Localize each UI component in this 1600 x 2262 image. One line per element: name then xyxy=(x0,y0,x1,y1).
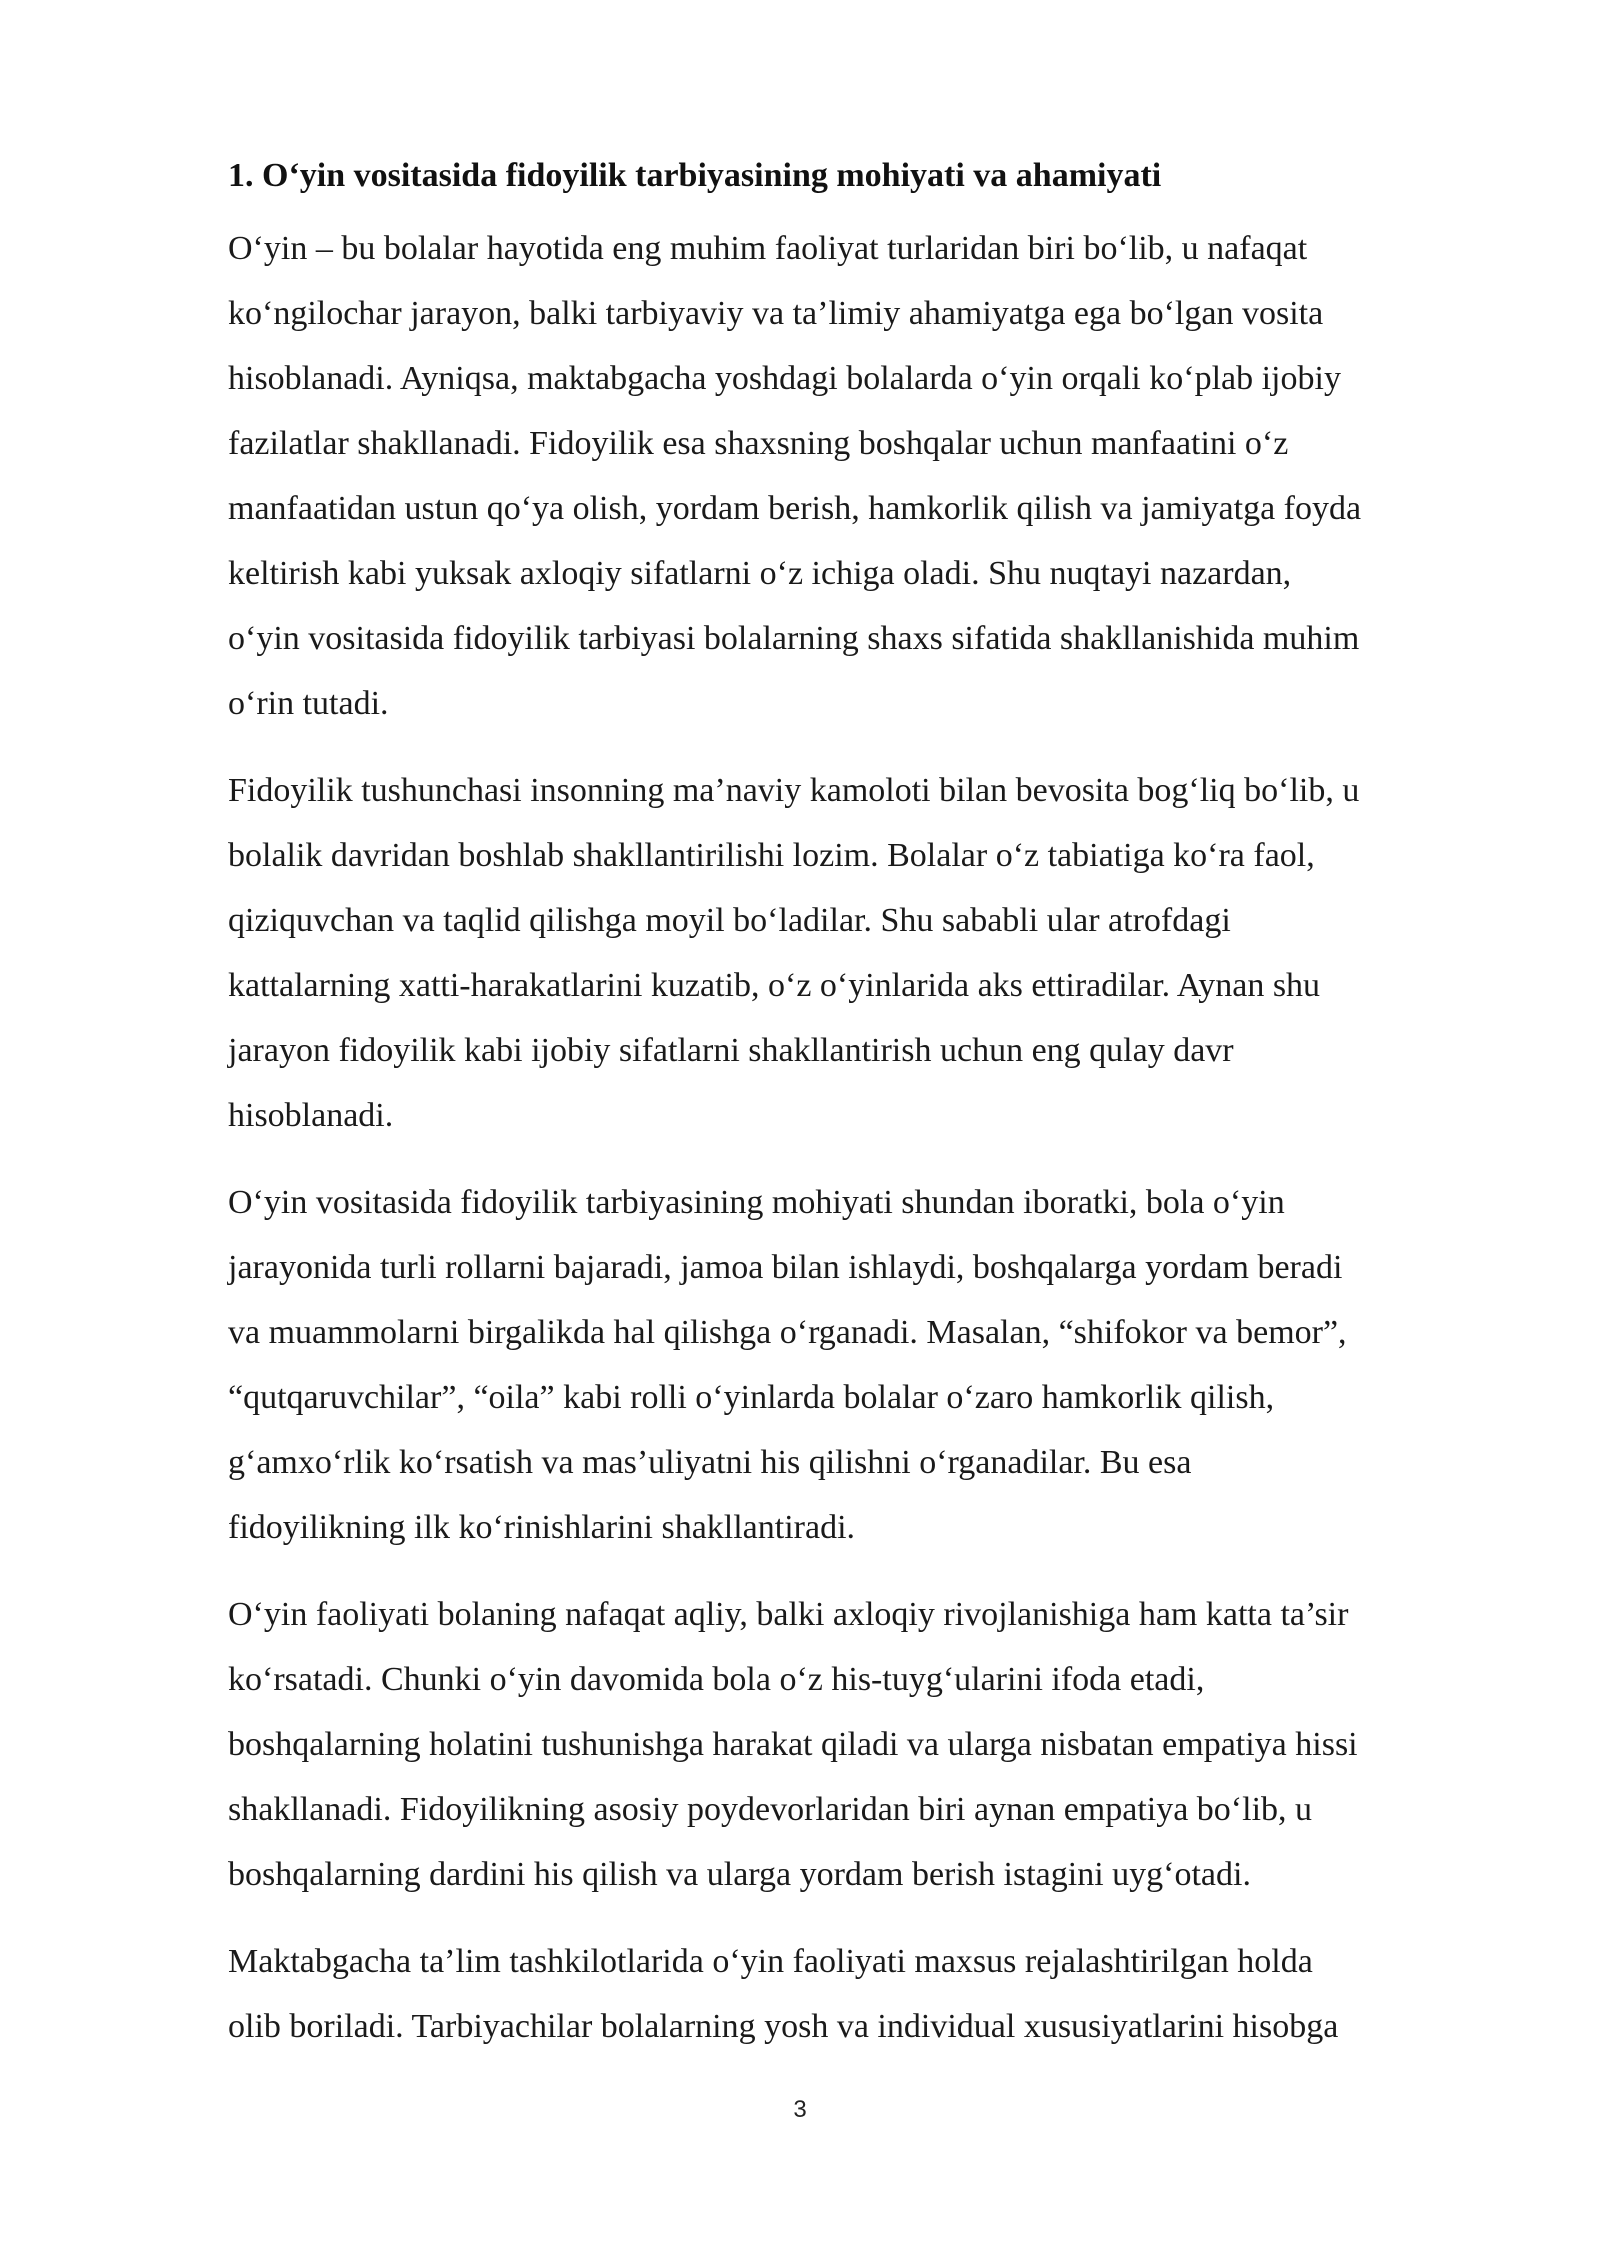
text-line: jarayon fidoyilik kabi ijobiy sifatlarni shakllantirish uchun eng qulay davr xyxy=(228,1032,1234,1069)
text-line: olib boriladi. Tarbiyachilar bolalarning yosh va individual xususiyatlarini hisobga xyxy=(228,2008,1339,2045)
text-line: manfaatidan ustun qo‘ya olish, yordam berish, hamkorlik qilish va jamiyatga foyda xyxy=(228,490,1362,527)
text-line: hisoblanadi. xyxy=(228,1097,394,1134)
page-number: 3 xyxy=(793,2096,807,2123)
text-line: O‘yin – bu bolalar hayotida eng muhim faoliyat turlaridan biri bo‘lib, u nafaqat xyxy=(228,230,1308,267)
text-line: shakllanadi. Fidoyilikning asosiy poydevorlaridan biri aynan empatiya bo‘lib, u xyxy=(228,1791,1313,1828)
section-heading: 1. O‘yin vositasida fidoyilik tarbiyasining mohiyati va ahamiyati xyxy=(228,157,1162,194)
text-line: O‘yin faoliyati bolaning nafaqat aqliy, balki axloqiy rivojlanishiga ham katta ta’sir xyxy=(228,1596,1349,1633)
text-line: fidoyilikning ilk ko‘rinishlarini shakllantiradi. xyxy=(228,1509,856,1546)
paragraph xyxy=(228,1170,1490,1560)
text-line: ko‘ngilochar jarayon, balki tarbiyaviy va ta’limiy ahamiyatga ega bo‘lgan vosita xyxy=(228,295,1324,332)
text-line: o‘rin tutadi. xyxy=(228,685,389,722)
page-content xyxy=(228,150,1490,2081)
text-line: o‘yin vositasida fidoyilik tarbiyasi bolalarning shaxs sifatida shakllanishida muhim xyxy=(228,620,1360,657)
text-line: jarayonida turli rollarni bajaradi, jamoa bilan ishlaydi, boshqalarga yordam beradi xyxy=(228,1249,1343,1286)
text-line: O‘yin vositasida fidoyilik tarbiyasining mohiyati shundan iboratki, bola o‘yin xyxy=(228,1184,1285,1221)
text-line: g‘amxo‘rlik ko‘rsatish va mas’uliyatni his qilishni o‘rganadilar. Bu esa xyxy=(228,1444,1192,1481)
text-line: kattalarning xatti-harakatlarini kuzatib, o‘z o‘yinlarida aks ettiradilar. Aynan shu xyxy=(228,967,1321,1004)
paragraph xyxy=(228,1582,1490,1907)
text-line: boshqalarning dardini his qilish va ularga yordam berish istagini uyg‘otadi. xyxy=(228,1856,1251,1893)
text-line: Fidoyilik tushunchasi insonning ma’naviy kamoloti bilan bevosita bog‘liq bo‘lib, u xyxy=(228,772,1360,809)
text-line: va muammolarni birgalikda hal qilishga o‘rganadi. Masalan, “shifokor va bemor”, xyxy=(228,1314,1347,1351)
paragraph xyxy=(228,216,1490,736)
text-line: fazilatlar shakllanadi. Fidoyilik esa shaxsning boshqalar uchun manfaatini o‘z xyxy=(228,425,1289,462)
body-text xyxy=(228,216,1490,2059)
paragraph xyxy=(228,758,1490,1148)
text-line: hisoblanadi. Ayniqsa, maktabgacha yoshdagi bolalarda o‘yin orqali ko‘plab ijobiy xyxy=(228,360,1341,397)
text-line: boshqalarning holatini tushunishga harakat qiladi va ularga nisbatan empatiya hissi xyxy=(228,1726,1358,1763)
text-line: qiziquvchan va taqlid qilishga moyil bo‘ladilar. Shu sababli ular atrofdagi xyxy=(228,902,1231,939)
text-line: “qutqaruvchilar”, “oila” kabi rolli o‘yinlarda bolalar o‘zaro hamkorlik qilish, xyxy=(228,1379,1275,1416)
text-line: keltirish kabi yuksak axloqiy sifatlarni o‘z ichiga oladi. Shu nuqtayi nazardan, xyxy=(228,555,1292,592)
text-line: Maktabgacha ta’lim tashkilotlarida o‘yin faoliyati maxsus rejalashtirilgan holda xyxy=(228,1943,1313,1980)
paragraph xyxy=(228,1929,1490,2059)
text-line: bolalik davridan boshlab shakllantirilishi lozim. Bolalar o‘z tabiatiga ko‘ra faol, xyxy=(228,837,1315,874)
text-line: ko‘rsatadi. Chunki o‘yin davomida bola o‘z his-tuyg‘ularini ifoda etadi, xyxy=(228,1661,1205,1698)
